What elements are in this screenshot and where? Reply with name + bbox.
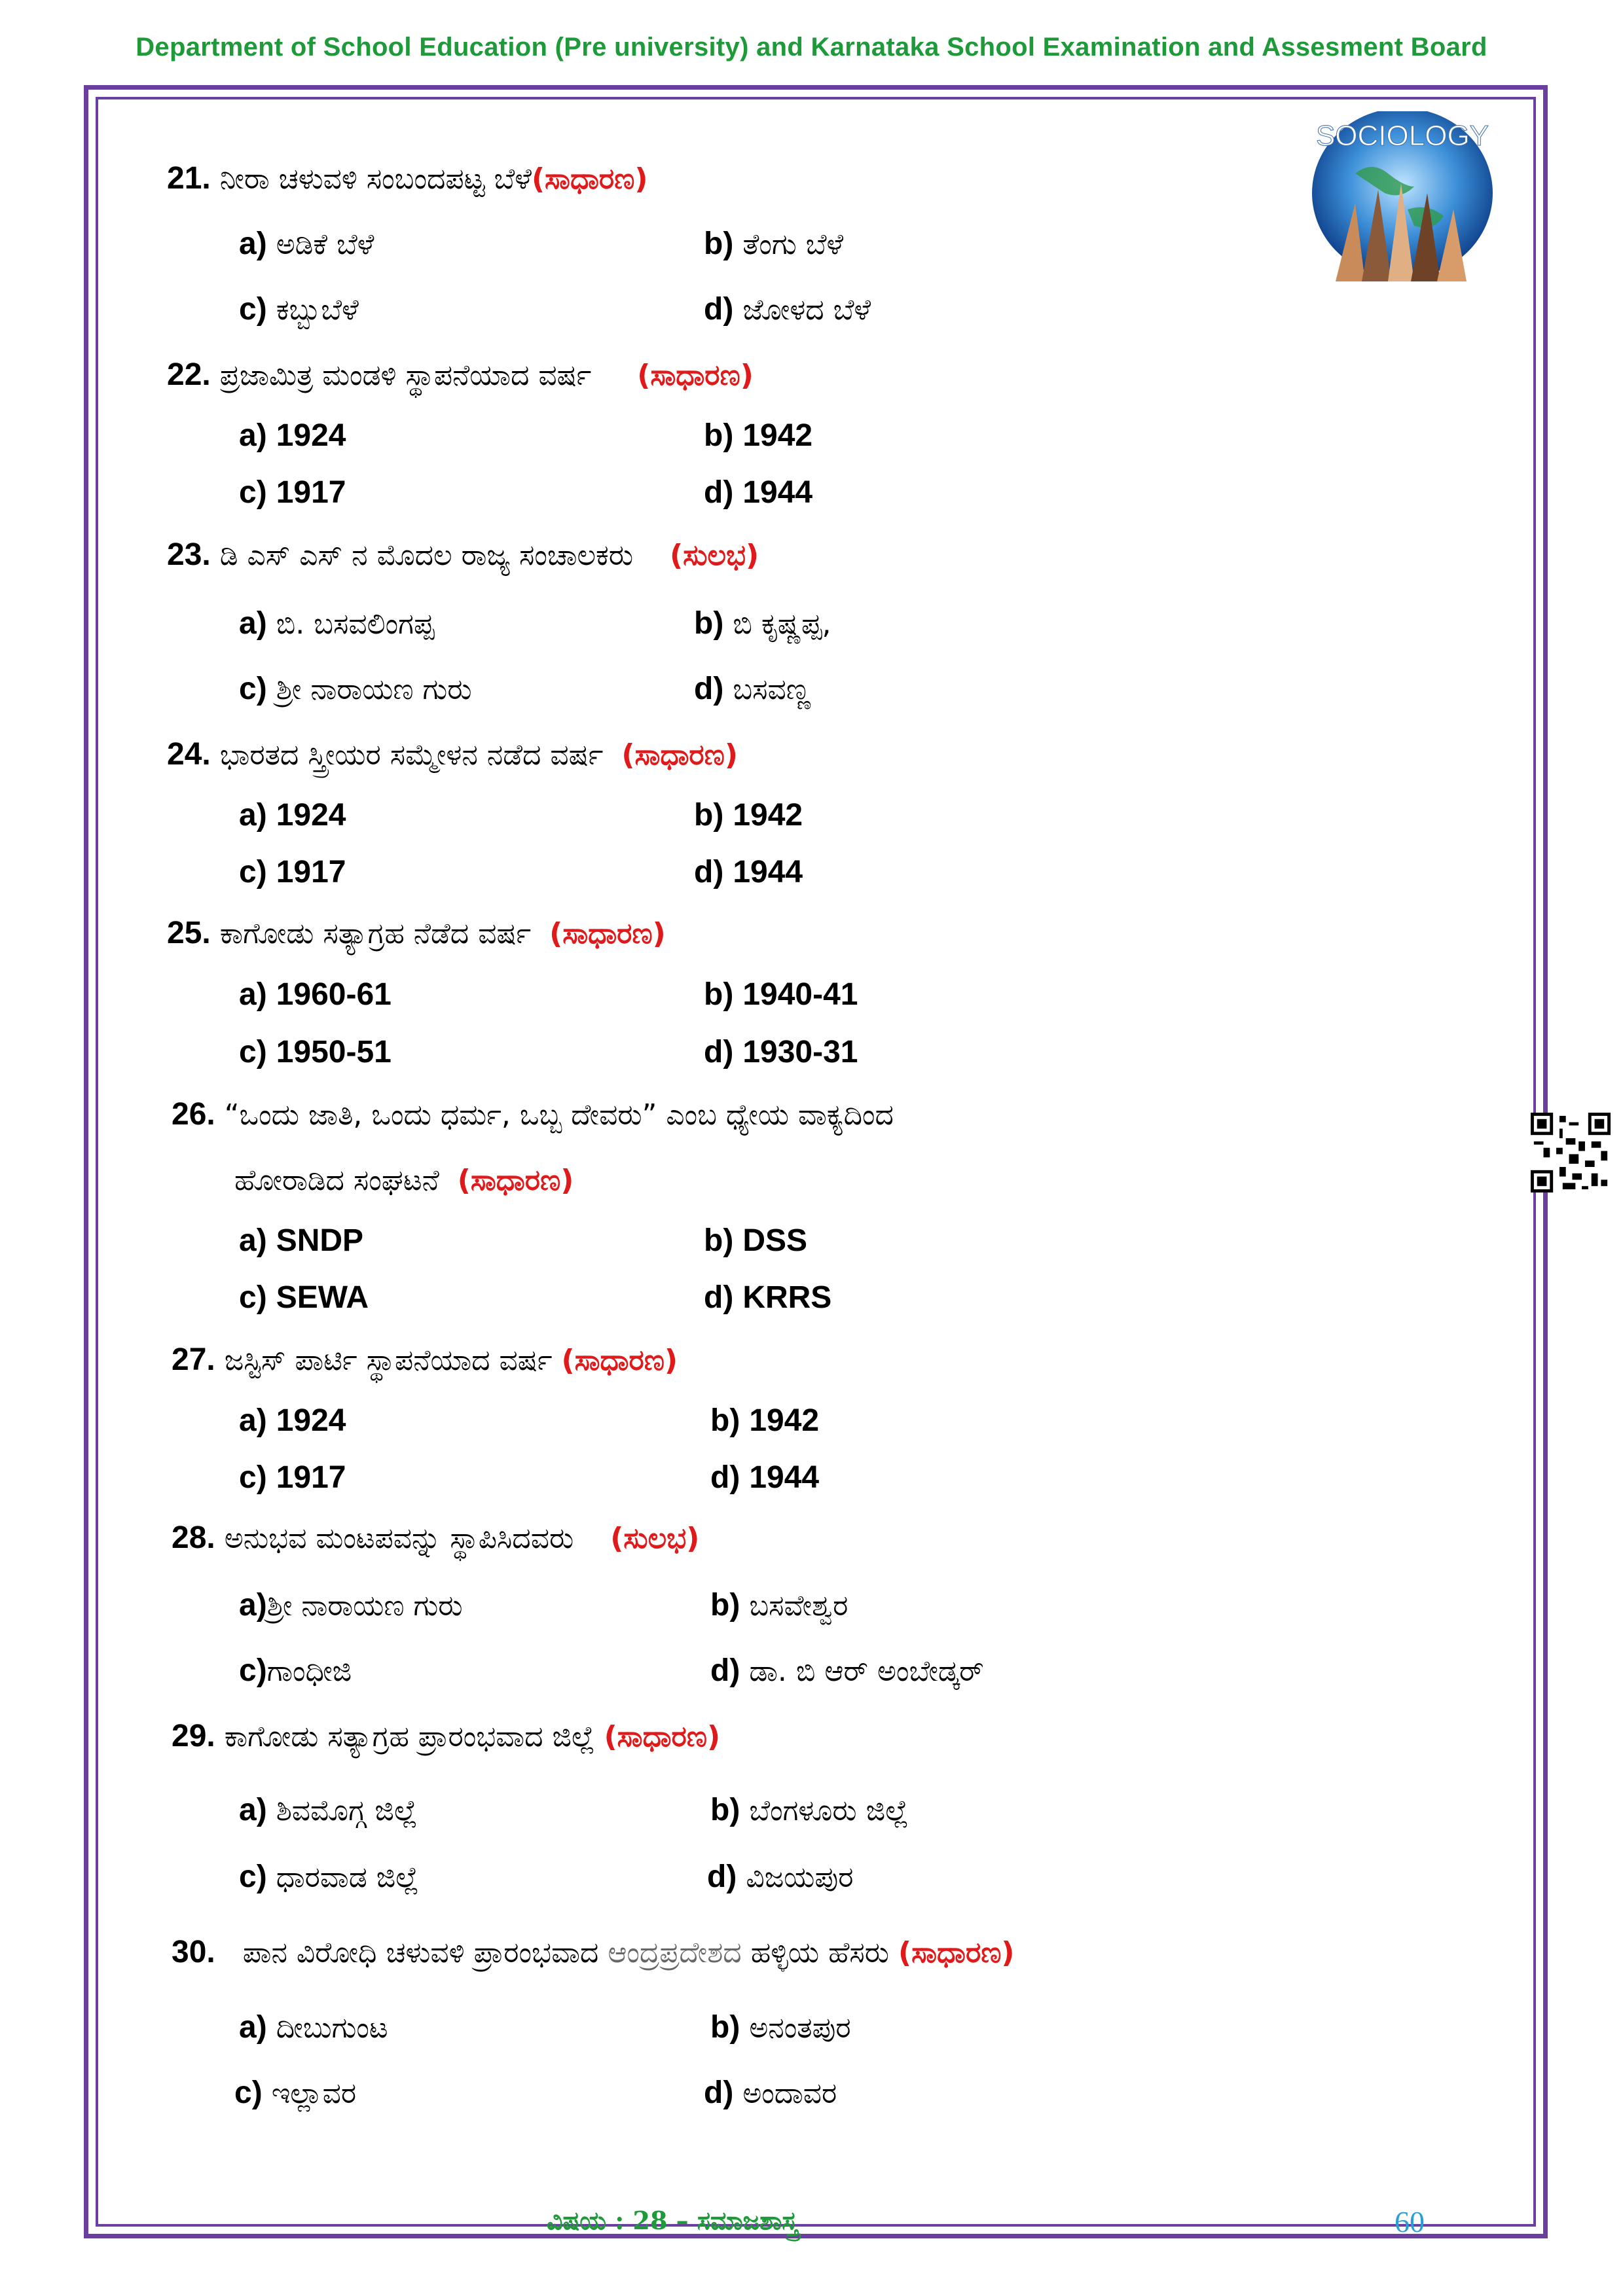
difficulty-label: (ಸಾಧಾರಣ) <box>604 1720 721 1753</box>
question-text: ಕಾಗೋಡು ಸತ್ಯಾಗ್ರಹ ಪ್ರಾರಂಭವಾದ ಜಿಲ್ಲೆ <box>224 1720 595 1753</box>
difficulty-label: (ಸುಲಭ) <box>610 1522 700 1555</box>
question-number: 27. <box>172 1342 215 1377</box>
option-d: d) 1944 <box>694 855 803 889</box>
option-c: c) ಇಲ್ಲಾವರ <box>234 2075 357 2110</box>
question-text-end: ಹಳ್ಳಿಯ ಹೆಸರು <box>750 1936 889 1969</box>
option-a: a) ಬಿ. ಬಸವಲಿಂಗಪ್ಪ <box>239 606 435 641</box>
option-b: b) 1940-41 <box>704 977 858 1012</box>
question-21 <box>167 160 647 196</box>
option-d: d) ಅಂದಾವರ <box>704 2075 837 2110</box>
option-b: b) DSS <box>704 1223 808 1258</box>
option-c: c) ಧಾರವಾಡ ಜಿಲ್ಲೆ <box>239 1859 419 1894</box>
footer-subject: ವಿಷಯ : 28 – ಸಮಾಜಶಾಸ್ತ್ರ <box>547 2206 798 2235</box>
question-text: ಕಾಗೋಡು ಸತ್ಯಾಗ್ರಹ ನೆಡೆದ ವರ್ಷ <box>219 917 532 950</box>
option-c: c) ಶ್ರೀ ನಾರಾಯಣ ಗುರು <box>239 672 472 706</box>
option-d: d) ಬಸವಣ್ಣ <box>694 672 811 706</box>
option-a: a) 1924 <box>239 798 346 833</box>
option-c: c) 1950-51 <box>239 1035 392 1069</box>
question-number: 25. <box>167 916 211 950</box>
option-c: c) 1917 <box>239 475 346 510</box>
question-number: 22. <box>167 357 211 392</box>
option-c: c)ಗಾಂಧೀಜಿ <box>239 1653 352 1688</box>
difficulty-label: (ಸಾಧಾರಣ) <box>549 917 666 950</box>
question-number: 26. <box>172 1097 215 1132</box>
option-c: c) 1917 <box>239 1460 346 1495</box>
option-b: b) ಬಿ ಕೃಷ್ಣಪ್ಪ, <box>694 606 831 641</box>
option-a: a) ಶಿವಮೊಗ್ಗ ಜಿಲ್ಲೆ <box>239 1793 418 1827</box>
question-27 <box>172 1342 678 1378</box>
option-b: b) 1942 <box>694 798 803 833</box>
question-number: 28. <box>172 1520 215 1555</box>
option-a: a)ಶ್ರೀ ನಾರಾಯಣ ಗುರು <box>239 1588 463 1623</box>
question-text: ಅನುಭವ ಮಂಟಪವನ್ನು ಸ್ಥಾಪಿಸಿದವರು <box>224 1522 574 1555</box>
question-text-highlight: ಆಂದ್ರಪ್ರದೇಶದ <box>608 1936 742 1969</box>
question-26 <box>172 1096 894 1132</box>
option-d: d) KRRS <box>704 1280 832 1315</box>
question-22 <box>167 357 754 393</box>
question-number: 21. <box>167 161 211 196</box>
question-25 <box>167 915 666 951</box>
difficulty-label: (ಸಾಧಾರಣ) <box>561 1344 678 1377</box>
option-a: a) 1924 <box>239 418 346 453</box>
option-c: c) 1917 <box>239 855 346 889</box>
option-a: a) 1924 <box>239 1403 346 1438</box>
question-text: ಭಾರತದ ಸ್ತ್ರೀಯರ ಸಮ್ಮೇಳನ ನಡೆದ ವರ್ಷ <box>219 738 604 772</box>
question-text: “ಒಂದು ಜಾತಿ, ಒಂದು ಧರ್ಮ, ಒಬ್ಬ ದೇವರು” ಎಂಬ ಧ್ಯೇಯ ವಾಕ್ಯದಿಂದ <box>224 1098 894 1132</box>
question-24 <box>167 736 738 772</box>
option-c: c) ಕಬ್ಬುಬೆಳೆ <box>239 292 359 327</box>
logo-text: SOCIOLOGY <box>1315 120 1489 152</box>
question-text: ಜಸ್ಟಿಸ್ ಪಾರ್ಟಿ ಸ್ಥಾಪನೆಯಾದ ವರ್ಷ <box>224 1344 553 1377</box>
question-number: 29. <box>172 1719 215 1753</box>
option-a: a) 1960-61 <box>239 977 392 1012</box>
question-text: ಡಿ ಎಸ್ ಎಸ್ ನ ಮೊದಲ ರಾಜ್ಯ ಸಂಚಾಲಕರು <box>219 539 634 572</box>
option-b: b) ಬಸವೇಶ್ವರ <box>710 1588 848 1623</box>
option-b: b) 1942 <box>704 418 813 453</box>
difficulty-label: (ಸುಲಭ) <box>670 539 759 572</box>
option-b: b) ಬೆಂಗಳೂರು ಜಿಲ್ಲೆ <box>710 1793 909 1827</box>
difficulty-label: (ಸಾಧಾರಣ) <box>637 359 754 392</box>
page-border-inner <box>96 97 1536 2227</box>
qr-code <box>1531 1113 1611 1193</box>
option-a: a) SNDP <box>239 1223 364 1258</box>
option-a: a) ಅಡಿಕೆ ಬೆಳೆ <box>239 226 374 261</box>
question-number: 23. <box>167 537 211 572</box>
option-a: a) ದೀಬುಗುಂಟ <box>239 2010 388 2045</box>
question-23 <box>167 537 759 573</box>
difficulty-label: (ಸಾಧಾರಣ) <box>531 162 648 196</box>
sociology-logo <box>1309 111 1496 288</box>
question-26-line-2 <box>234 1164 574 1197</box>
option-b: b) ತೆಂಗು ಬೆಳೆ <box>704 226 844 261</box>
question-text: ನೀರಾ ಚಳುವಳಿ ಸಂಬಂದಪಟ್ಟ ಬೆಳೆ <box>219 162 532 196</box>
difficulty-label: (ಸಾಧಾರಣ) <box>898 1936 1015 1969</box>
question-text: ಪಾನ ವಿರೋಧಿ ಚಳುವಳಿ ಪ್ರಾರಂಭವಾದ <box>242 1936 599 1969</box>
option-b: b) 1942 <box>710 1403 820 1438</box>
question-text: ಪ್ರಜಾಮಿತ್ರ ಮಂಡಳಿ ಸ್ಥಾಪನೆಯಾದ ವರ್ಷ <box>219 359 592 392</box>
difficulty-label: (ಸಾಧಾರಣ) <box>457 1164 574 1197</box>
option-d: d) ಡಾ. ಬಿ ಆರ್ ಅಂಬೇಡ್ಕರ್ <box>710 1653 984 1688</box>
option-d: d) 1944 <box>704 475 813 510</box>
page-header: Department of School Education (Pre university) and Karnataka School Examination and Assesment Board <box>136 33 1487 62</box>
option-d: d) ಜೋಳದ ಬೆಳೆ <box>704 292 871 327</box>
question-number: 24. <box>167 737 211 772</box>
option-d: d) ವಿಜಯಪುರ <box>707 1859 854 1894</box>
question-29 <box>172 1718 720 1754</box>
page-number: 60 <box>1395 2205 1425 2238</box>
question-28 <box>172 1520 699 1556</box>
option-c: c) SEWA <box>239 1280 369 1315</box>
option-d: d) 1944 <box>710 1460 820 1495</box>
question-30 <box>172 1934 1015 1970</box>
option-b: b) ಅನಂತಪುರ <box>710 2010 851 2045</box>
question-text: ಹೋರಾಡಿದ ಸಂಘಟನೆ <box>234 1164 439 1197</box>
difficulty-label: (ಸಾಧಾರಣ) <box>621 738 738 772</box>
question-number: 30. <box>172 1935 215 1969</box>
option-d: d) 1930-31 <box>704 1035 858 1069</box>
